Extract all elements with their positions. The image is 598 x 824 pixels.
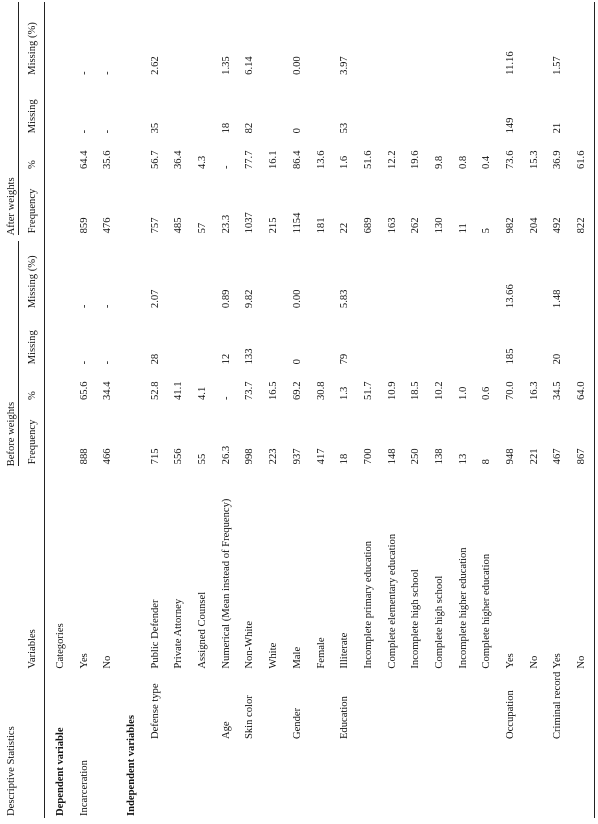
table-cell: 867 bbox=[576, 448, 588, 465]
table-cell: 13 bbox=[457, 453, 469, 465]
table-cell bbox=[49, 2, 73, 77]
table-cell: 77.7 bbox=[244, 150, 256, 170]
row-section-label bbox=[168, 749, 192, 818]
table-cell: 36.9 bbox=[552, 150, 564, 170]
table-cell: 12 bbox=[220, 353, 232, 365]
column-header: Missing (%) bbox=[27, 255, 39, 309]
table-cell bbox=[192, 77, 216, 136]
table-cell: 13.6 bbox=[315, 150, 327, 170]
row-category-label: Categories bbox=[54, 623, 66, 669]
table-cell: 19.6 bbox=[410, 150, 422, 170]
table-cell: 20 bbox=[552, 353, 564, 365]
table-cell bbox=[523, 235, 547, 310]
table-cell bbox=[168, 77, 192, 136]
table-cell bbox=[120, 2, 144, 77]
column-header: Variables bbox=[27, 629, 39, 669]
table-cell bbox=[452, 77, 476, 136]
table-cell: - bbox=[102, 304, 114, 309]
table-row bbox=[192, 2, 216, 818]
table-cell bbox=[571, 77, 595, 136]
table-cell bbox=[476, 2, 500, 77]
table-cell: - bbox=[78, 304, 90, 309]
table-cell bbox=[571, 2, 595, 77]
group-after-weights: After weights bbox=[5, 177, 17, 236]
table-cell bbox=[120, 235, 144, 310]
table-cell: 163 bbox=[386, 217, 398, 234]
table-cell: 0.4 bbox=[481, 155, 493, 170]
table-bottom-rule-row bbox=[594, 2, 598, 818]
table-cell: - bbox=[220, 165, 232, 170]
table-cell: 79 bbox=[339, 353, 351, 365]
table-cell: 11.16 bbox=[505, 51, 516, 75]
table-row bbox=[381, 2, 405, 818]
table-cell: 2.07 bbox=[149, 289, 161, 309]
table-cell: 11 bbox=[457, 223, 469, 234]
table-row bbox=[263, 2, 287, 818]
row-variable-label bbox=[381, 669, 405, 749]
table-cell: 18.5 bbox=[410, 381, 422, 400]
table-cell: 28 bbox=[149, 353, 161, 365]
row-section-label: Incarceration bbox=[78, 760, 90, 816]
table-cell: 70.0 bbox=[505, 381, 516, 400]
table-cell bbox=[192, 310, 216, 366]
group-rule-before bbox=[18, 241, 19, 466]
table-cell bbox=[49, 366, 73, 402]
table-cell: 221 bbox=[528, 448, 540, 465]
table-cell bbox=[381, 235, 405, 310]
table-cell bbox=[405, 235, 429, 310]
row-variable-label: Occupation bbox=[505, 690, 516, 740]
table-cell: 10.2 bbox=[433, 381, 445, 400]
table-cell: 56.7 bbox=[149, 150, 161, 170]
row-section-label bbox=[571, 749, 595, 818]
table-cell: - bbox=[78, 129, 90, 134]
table-body bbox=[49, 2, 598, 818]
table-cell bbox=[168, 2, 192, 77]
row-variable-label bbox=[452, 669, 476, 749]
table-caption: Descriptive Statistics bbox=[5, 726, 17, 816]
table-cell bbox=[476, 310, 500, 366]
row-category-label: Yes bbox=[78, 653, 90, 669]
row-category-label: Yes bbox=[505, 653, 516, 669]
table-cell bbox=[263, 2, 287, 77]
table-cell bbox=[428, 2, 452, 77]
table-cell: 30.8 bbox=[315, 381, 327, 400]
table-cell: 223 bbox=[268, 448, 280, 465]
row-section-label bbox=[452, 749, 476, 818]
column-header: Frequency bbox=[27, 419, 39, 465]
table-cell: 1.35 bbox=[220, 56, 232, 75]
table-cell bbox=[405, 77, 429, 136]
table-row bbox=[452, 2, 476, 818]
row-section-label bbox=[499, 749, 523, 818]
table-cell: 73.7 bbox=[244, 381, 256, 400]
table-cell bbox=[49, 235, 73, 310]
row-variable-label bbox=[476, 669, 500, 749]
table-row bbox=[239, 2, 263, 818]
row-variable-label bbox=[357, 669, 381, 749]
column-header: Missing (%) bbox=[27, 22, 39, 75]
row-category-label: Incomplete higher education bbox=[457, 547, 469, 669]
table-cell: 16.1 bbox=[268, 150, 280, 170]
table-cell: 36.4 bbox=[173, 150, 185, 170]
row-section-label bbox=[523, 749, 547, 818]
row-variable-label bbox=[168, 669, 192, 749]
table-cell: 57 bbox=[197, 222, 209, 234]
table-cell: 69.2 bbox=[291, 381, 303, 400]
table-cell: 13.66 bbox=[505, 284, 516, 309]
table-cell: 417 bbox=[315, 448, 327, 465]
table-cell bbox=[523, 2, 547, 77]
column-header-row bbox=[22, 2, 44, 818]
table-cell: 485 bbox=[173, 217, 185, 234]
row-section-label bbox=[144, 749, 168, 818]
table-cell: 467 bbox=[552, 448, 564, 465]
table-cell: 82 bbox=[244, 122, 256, 134]
table-cell bbox=[357, 77, 381, 136]
row-category-label bbox=[120, 466, 144, 668]
table-bottom-rule bbox=[594, 2, 595, 818]
row-category-label: Complete elementary education bbox=[386, 533, 398, 669]
table-cell: 0 bbox=[291, 359, 303, 365]
table-cell bbox=[357, 235, 381, 310]
row-section-label: Independent variables bbox=[126, 715, 137, 816]
table-cell: 149 bbox=[505, 117, 516, 134]
row-variable-label bbox=[192, 669, 216, 749]
group-before-weights: Before weights bbox=[5, 401, 17, 467]
table-cell: 2.62 bbox=[149, 56, 161, 75]
table-cell: 982 bbox=[505, 217, 516, 234]
table-cell: 51.7 bbox=[362, 381, 374, 400]
row-category-label: Female bbox=[315, 637, 327, 669]
column-header: % bbox=[27, 391, 39, 400]
row-category-label: Complete high school bbox=[433, 575, 445, 669]
table-cell: 130 bbox=[433, 217, 445, 234]
row-section-label bbox=[405, 749, 429, 818]
row-variable-label bbox=[428, 669, 452, 749]
table-cell: 204 bbox=[528, 217, 540, 234]
table-cell: 73.6 bbox=[505, 150, 516, 170]
row-category-label: Yes bbox=[552, 653, 564, 669]
row-variable-label bbox=[97, 669, 121, 749]
row-variable-label bbox=[310, 669, 334, 749]
row-section-label bbox=[310, 749, 334, 818]
table-cell: 23.3 bbox=[220, 214, 232, 234]
table-cell bbox=[192, 2, 216, 77]
table-row bbox=[73, 2, 97, 818]
table-row bbox=[120, 2, 144, 818]
table-cell: 859 bbox=[78, 217, 90, 234]
table-cell bbox=[263, 310, 287, 366]
table-cell bbox=[452, 310, 476, 366]
table-cell bbox=[381, 310, 405, 366]
row-section-label bbox=[381, 749, 405, 818]
row-section-label bbox=[97, 749, 121, 818]
table-cell: 18 bbox=[220, 122, 232, 134]
table-cell: 133 bbox=[244, 348, 256, 365]
table-cell: 5.83 bbox=[339, 289, 351, 309]
table-cell: 262 bbox=[410, 217, 422, 234]
table-cell: - bbox=[102, 360, 114, 365]
table-cell: 937 bbox=[291, 448, 303, 465]
table-cell bbox=[168, 235, 192, 310]
table-cell: 148 bbox=[386, 448, 398, 465]
table-cell: 15.3 bbox=[528, 150, 540, 170]
row-category-label: Illiterate bbox=[339, 632, 351, 669]
table-cell: 1.48 bbox=[552, 289, 564, 309]
table-cell bbox=[428, 235, 452, 310]
table-row bbox=[523, 2, 547, 818]
table-cell: 0 bbox=[291, 128, 303, 134]
table-cell: 476 bbox=[102, 217, 114, 234]
row-variable-label bbox=[73, 669, 97, 749]
table-cell bbox=[452, 235, 476, 310]
table-cell: 700 bbox=[362, 448, 374, 465]
table-cell: 51.6 bbox=[362, 150, 374, 170]
table-cell: 21 bbox=[552, 122, 564, 134]
table-cell: - bbox=[220, 396, 232, 400]
row-variable-label: Gender bbox=[291, 707, 303, 740]
table-cell: 12.2 bbox=[386, 150, 398, 170]
row-category-label: Non-White bbox=[244, 620, 256, 669]
row-category-label: No bbox=[576, 655, 588, 669]
table-cell: 18 bbox=[339, 453, 351, 465]
table-cell bbox=[120, 366, 144, 402]
table-row bbox=[547, 2, 571, 818]
table-cell: 948 bbox=[505, 448, 516, 465]
table-row bbox=[357, 2, 381, 818]
row-section-label bbox=[215, 749, 239, 818]
table-cell bbox=[571, 235, 595, 310]
row-section-label bbox=[263, 749, 287, 818]
table-row bbox=[49, 2, 73, 818]
table-cell bbox=[357, 2, 381, 77]
table-cell: 4.1 bbox=[197, 386, 209, 400]
table-cell: 466 bbox=[102, 448, 114, 465]
row-category-label: Public Defender bbox=[149, 599, 161, 669]
table-cell: - bbox=[78, 71, 90, 75]
row-section-label bbox=[428, 749, 452, 818]
table-cell: 8 bbox=[481, 459, 493, 465]
row-category-label: White bbox=[268, 642, 280, 669]
row-section-label bbox=[476, 749, 500, 818]
row-variable-label bbox=[405, 669, 429, 749]
table-cell bbox=[49, 402, 73, 466]
table-cell bbox=[49, 77, 73, 136]
table-cell bbox=[120, 310, 144, 366]
descriptive-statistics-table bbox=[6, 2, 598, 818]
table-cell: - bbox=[102, 129, 114, 134]
table-cell bbox=[120, 135, 144, 171]
table-cell bbox=[381, 77, 405, 136]
table-cell: 64.0 bbox=[576, 381, 588, 400]
column-header: Missing bbox=[27, 99, 39, 134]
row-variable-label: Criminal record bbox=[552, 671, 564, 740]
table-cell bbox=[310, 2, 334, 77]
table-cell: 26.3 bbox=[220, 445, 232, 465]
table-cell: 41.1 bbox=[173, 381, 185, 400]
table-cell bbox=[523, 77, 547, 136]
table-cell: 822 bbox=[576, 217, 588, 234]
table-cell: 250 bbox=[410, 448, 422, 465]
row-variable-label: Skin color bbox=[244, 695, 256, 740]
table-cell: 1.0 bbox=[457, 386, 469, 400]
table-cell: 888 bbox=[78, 448, 90, 465]
table-cell: - bbox=[102, 71, 114, 75]
table-cell: 1154 bbox=[291, 212, 303, 234]
table-cell: 86.4 bbox=[291, 150, 303, 170]
row-variable-label bbox=[571, 669, 595, 749]
table-cell: 35 bbox=[149, 122, 161, 134]
table-cell: 34.4 bbox=[102, 381, 114, 400]
table-cell: 0.00 bbox=[291, 289, 303, 309]
table-row bbox=[310, 2, 334, 818]
table-cell bbox=[428, 310, 452, 366]
row-section-label bbox=[357, 749, 381, 818]
table-row bbox=[334, 2, 358, 818]
table-cell: 9.8 bbox=[433, 155, 445, 170]
table-row bbox=[405, 2, 429, 818]
table-cell: 689 bbox=[362, 217, 374, 234]
table-cell: 34.5 bbox=[552, 381, 564, 400]
table-cell: 0.8 bbox=[457, 155, 469, 170]
row-section-label bbox=[192, 749, 216, 818]
row-variable-label bbox=[263, 669, 287, 749]
group-rule-after bbox=[18, 2, 19, 235]
table-cell: 138 bbox=[433, 448, 445, 465]
table-cell bbox=[357, 310, 381, 366]
row-category-label: Complete higher education bbox=[481, 553, 493, 669]
table-cell: 1.6 bbox=[339, 155, 351, 170]
row-variable-label: Age bbox=[220, 721, 232, 740]
table-cell bbox=[571, 310, 595, 366]
table-cell bbox=[263, 235, 287, 310]
table-row bbox=[499, 2, 523, 818]
table-cell bbox=[120, 402, 144, 466]
table-cell bbox=[310, 310, 334, 366]
table-cell bbox=[168, 310, 192, 366]
table-cell: 998 bbox=[244, 448, 256, 465]
table-cell bbox=[49, 310, 73, 366]
table-cell: 0.89 bbox=[220, 289, 232, 309]
table-row bbox=[168, 2, 192, 818]
row-category-label: Private Attorney bbox=[173, 598, 185, 669]
row-category-label: No bbox=[102, 655, 114, 669]
row-category-label: Numerical (Mean instead of Frequency) bbox=[220, 498, 232, 669]
table-row bbox=[97, 2, 121, 818]
row-section-label: Dependent variable bbox=[54, 727, 66, 816]
table-row bbox=[286, 2, 310, 818]
table-cell: 1.3 bbox=[339, 386, 351, 400]
table-cell: 9.82 bbox=[244, 289, 256, 309]
table-cell bbox=[120, 171, 144, 235]
table-cell bbox=[49, 171, 73, 235]
table-cell: 53 bbox=[339, 122, 351, 134]
table-cell: 16.5 bbox=[268, 381, 280, 400]
table-cell: 35.6 bbox=[102, 150, 114, 170]
table-cell bbox=[192, 235, 216, 310]
table-cell bbox=[452, 2, 476, 77]
table-cell: 22 bbox=[339, 222, 351, 234]
table-cell: 1037 bbox=[244, 212, 256, 234]
table-cell bbox=[476, 235, 500, 310]
row-section-label bbox=[547, 749, 571, 818]
header-group-row bbox=[6, 2, 18, 818]
table-row bbox=[428, 2, 452, 818]
table-cell: 556 bbox=[173, 448, 185, 465]
table-cell: 0.00 bbox=[291, 56, 303, 75]
table-cell: 0.6 bbox=[481, 386, 493, 400]
table-cell: 10.9 bbox=[386, 381, 398, 400]
table-cell: 185 bbox=[505, 348, 516, 365]
table-cell bbox=[476, 77, 500, 136]
table-cell: 181 bbox=[315, 217, 327, 234]
table-cell bbox=[263, 77, 287, 136]
table-cell: 215 bbox=[268, 217, 280, 234]
table-row bbox=[476, 2, 500, 818]
table-cell: 64.4 bbox=[78, 150, 90, 170]
table-cell: 715 bbox=[149, 448, 161, 465]
column-header: % bbox=[27, 160, 39, 170]
table-cell bbox=[381, 2, 405, 77]
row-category-label: Incomplete high school bbox=[410, 569, 422, 669]
header-bottom-rule bbox=[44, 2, 45, 818]
table-cell: 492 bbox=[552, 217, 564, 234]
table-cell: 5 bbox=[481, 228, 493, 234]
table-cell bbox=[49, 135, 73, 171]
table-cell: 65.6 bbox=[78, 381, 90, 400]
table-row bbox=[144, 2, 168, 818]
table-row bbox=[571, 2, 595, 818]
column-header: Missing bbox=[27, 330, 39, 365]
table-cell bbox=[405, 2, 429, 77]
table-cell: 16.3 bbox=[528, 381, 540, 400]
row-variable-label: Education bbox=[339, 696, 351, 740]
table-cell bbox=[310, 77, 334, 136]
table-cell: 55 bbox=[197, 453, 209, 465]
row-category-label: Incomplete primary education bbox=[362, 540, 374, 669]
table-cell bbox=[310, 235, 334, 310]
table-cell: 3.97 bbox=[339, 56, 351, 75]
row-section-label bbox=[286, 749, 310, 818]
row-section-label bbox=[334, 749, 358, 818]
table-row bbox=[215, 2, 239, 818]
row-category-label: Assigned Counsel bbox=[197, 591, 209, 669]
column-header: Frequency bbox=[27, 188, 39, 234]
row-category-label: No bbox=[528, 655, 540, 669]
row-variable-label: Defense type bbox=[149, 683, 161, 740]
row-variable-label bbox=[523, 669, 547, 749]
table-cell bbox=[120, 77, 144, 136]
row-category-label: Male bbox=[291, 646, 303, 669]
table-cell: 52.8 bbox=[149, 381, 161, 400]
row-section-label bbox=[239, 749, 263, 818]
table-cell bbox=[523, 310, 547, 366]
table-cell bbox=[405, 310, 429, 366]
table-cell: - bbox=[78, 360, 90, 365]
table-cell: 1.57 bbox=[552, 56, 564, 75]
table-cell: 4.3 bbox=[197, 155, 209, 170]
table-cell: 61.6 bbox=[576, 150, 588, 170]
table-cell bbox=[428, 77, 452, 136]
table-cell: 6.14 bbox=[244, 56, 256, 75]
table-cell: 757 bbox=[149, 217, 161, 234]
